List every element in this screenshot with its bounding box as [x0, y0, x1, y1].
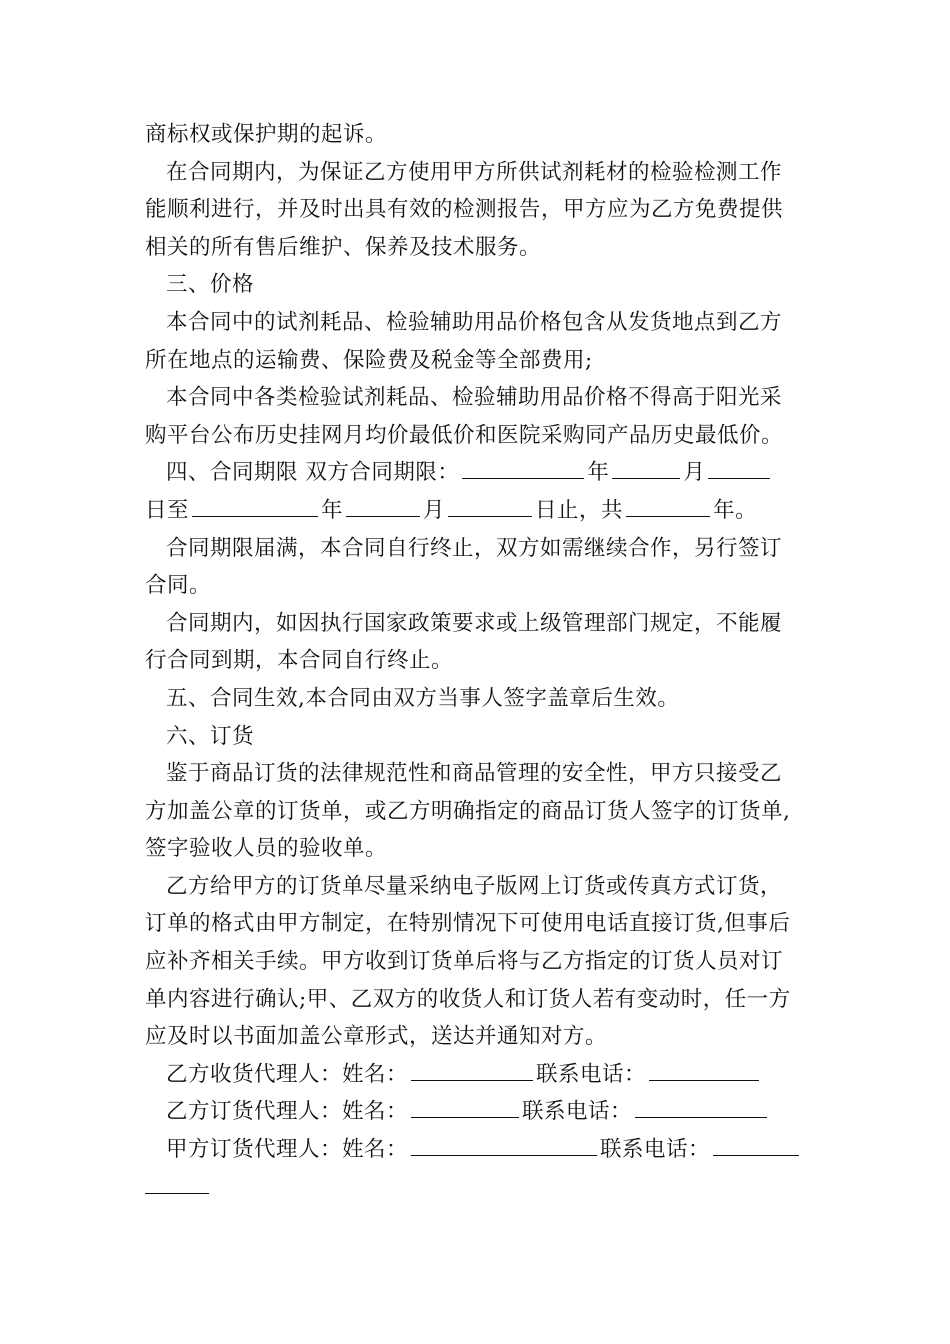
text-line: 订单的格式由甲方制定，在特别情况下可使用电话直接订货,但事后: [145, 911, 791, 937]
end-day-blank[interactable]: [448, 494, 532, 517]
start-year-blank[interactable]: [462, 456, 584, 479]
end-year-blank[interactable]: [192, 494, 318, 517]
section-heading-price: 三、价格: [166, 272, 255, 298]
text-line: 本合同中的试剂耗品、检验辅助用品价格包含从发货地点到乙方: [166, 309, 783, 335]
text-line: 乙方给甲方的订货单尽量采纳电子版网上订货或传真方式订货，: [166, 873, 783, 899]
total-years-blank[interactable]: [626, 494, 710, 517]
text-line: 合同期限届满，本合同自行终止，双方如需继续合作，另行签订: [166, 535, 783, 561]
start-month-blank[interactable]: [612, 456, 680, 479]
term-prefix: 四、合同期限 双方合同期限：: [166, 460, 460, 486]
agent-line-ordering-b: 乙方订货代理人：姓名： 联系电话：: [145, 1093, 810, 1131]
text-line: 所在地点的运输费、保险费及税金等全部费用;: [145, 347, 593, 373]
start-day-blank[interactable]: [708, 456, 770, 479]
text-line: 应及时以书面加盖公章形式，送达并通知对方。: [145, 1024, 608, 1050]
ordering-agent-b-phone-blank[interactable]: [635, 1095, 767, 1118]
text-line: 鉴于商品订货的法律规范性和商品管理的安全性，甲方只接受乙: [166, 761, 783, 787]
section-heading-effect: 五、合同生效,本合同由双方当事人签字盖章后生效。: [166, 685, 680, 711]
text-line: 在合同期内，为保证乙方使用甲方所供试剂耗材的检验检测工作: [166, 159, 783, 185]
text-line: 合同。: [145, 573, 212, 599]
end-month-blank[interactable]: [346, 494, 420, 517]
text-line: 能顺利进行，并及时出具有效的检测报告，甲方应为乙方免费提供: [145, 197, 784, 223]
text-line: 相关的所有售后维护、保养及技术服务。: [145, 234, 542, 260]
term-line-1: 四、合同期限 双方合同期限： 年 月: [145, 454, 810, 492]
ordering-agent-a-name-blank[interactable]: [411, 1133, 597, 1156]
text-line: 购平台公布历史挂网月均价最低价和医院采购同产品历史最低价。: [145, 422, 784, 448]
ordering-agent-b-name-blank[interactable]: [411, 1095, 519, 1118]
text-line: 签字验收人员的验收单。: [145, 836, 388, 862]
agent-line-ordering-a: 甲方订货代理人：姓名： 联系电话：: [145, 1131, 810, 1169]
document-page: [145, 116, 810, 1206]
ordering-agent-a-phone-blank-continued[interactable]: [145, 1171, 209, 1194]
text-line: 行合同到期，本合同自行终止。: [145, 648, 454, 674]
text-line: 单内容进行确认;甲、乙双方的收货人和订货人若有变动时，任一方: [145, 986, 791, 1012]
text-line: 本合同中各类检验试剂耗品、检验辅助用品价格不得高于阳光采: [166, 385, 783, 411]
text-line: 方加盖公章的订货单，或乙方明确指定的商品订货人签字的订货单,: [145, 798, 791, 824]
text-line: 商标权或保护期的起诉。: [145, 122, 388, 147]
agent-line-receiving: 乙方收货代理人：姓名： 联系电话：: [145, 1056, 810, 1094]
section-heading-order: 六、订货: [166, 723, 255, 749]
text-line: 合同期内，如因执行国家政策要求或上级管理部门规定，不能履: [166, 610, 783, 636]
ordering-agent-a-phone-blank[interactable]: [713, 1133, 799, 1156]
text-line: 应补齐相关手续。甲方收到订货单后将与乙方指定的订货人员对订: [145, 949, 784, 975]
agent-phone-continuation: [145, 1169, 810, 1207]
receiving-agent-name-blank[interactable]: [411, 1058, 533, 1081]
receiving-agent-phone-blank[interactable]: [649, 1058, 759, 1081]
term-line-2: 日至 年 月 日止，共 年。: [145, 492, 810, 530]
